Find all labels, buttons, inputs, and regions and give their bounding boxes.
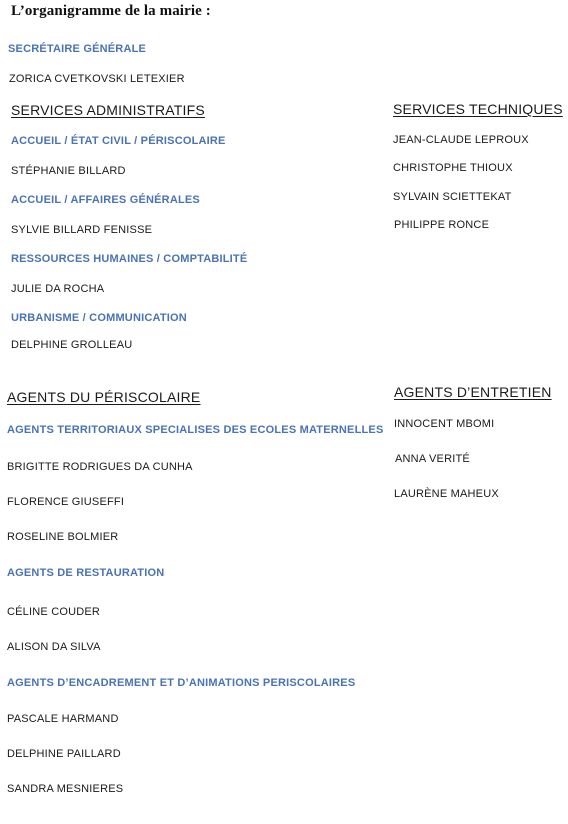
admin-name-urbanisme: DELPHINE GROLLEAU xyxy=(11,339,133,351)
technique-name: JEAN-CLAUDE LEPROUX xyxy=(393,134,529,146)
admin-name-accueil-affaires: SYLVIE BILLARD FENISSE xyxy=(11,224,153,236)
periscolaire-role-atsem: AGENTS TERRITORIAUX SPECIALISES DES ECOLES MATERNELLES xyxy=(7,424,384,436)
admin-role-ressources-humaines: RESSOURCES HUMAINES / COMPTABILITÉ xyxy=(11,253,248,265)
periscolaire-name: ALISON DA SILVA xyxy=(7,641,101,653)
periscolaire-name: ROSELINE BOLMIER xyxy=(7,531,119,543)
admin-role-accueil-etat-civil: ACCUEIL / ÉTAT CIVIL / PÉRISCOLAIRE xyxy=(11,135,226,147)
entretien-name: ANNA VERITÉ xyxy=(395,453,470,465)
entretien-name: LAURÈNE MAHEUX xyxy=(394,488,499,500)
services-techniques-heading: SERVICES TECHNIQUES xyxy=(393,101,563,117)
admin-role-accueil-affaires: ACCUEIL / AFFAIRES GÉNÉRALES xyxy=(11,194,200,206)
periscolaire-name: DELPHINE PAILLARD xyxy=(7,748,121,760)
agents-entretien-heading: AGENTS D’ENTRETIEN xyxy=(394,384,552,400)
secretaire-role: SECRÉTAIRE GÉNÉRALE xyxy=(8,43,147,55)
periscolaire-name: BRIGITTE RODRIGUES DA CUNHA xyxy=(7,461,193,473)
periscolaire-name: CÉLINE COUDER xyxy=(7,606,101,618)
admin-name-accueil-etat-civil: STÉPHANIE BILLARD xyxy=(11,165,126,177)
technique-name: SYLVAIN SCIETTEKAT xyxy=(393,191,512,203)
page-title: L’organigramme de la mairie : xyxy=(11,3,211,19)
services-administratifs-heading: SERVICES ADMINISTRATIFS xyxy=(11,102,205,118)
technique-name: CHRISTOPHE THIOUX xyxy=(393,162,513,174)
admin-name-ressources-humaines: JULIE DA ROCHA xyxy=(11,283,105,295)
secretaire-name: ZORICA CVETKOVSKI LETEXIER xyxy=(9,73,185,85)
periscolaire-role-restauration: AGENTS DE RESTAURATION xyxy=(7,567,165,579)
periscolaire-name: PASCALE HARMAND xyxy=(7,713,119,725)
periscolaire-role-encadrement: AGENTS D’ENCADREMENT ET D’ANIMATIONS PERISCOLAIRES xyxy=(7,677,356,689)
admin-role-urbanisme: URBANISME / COMMUNICATION xyxy=(11,312,187,324)
entretien-name: INNOCENT MBOMI xyxy=(394,418,495,430)
agents-periscolaire-heading: AGENTS DU PÉRISCOLAIRE xyxy=(7,389,201,405)
technique-name: PHILIPPE RONCE xyxy=(394,219,490,231)
periscolaire-name: FLORENCE GIUSEFFI xyxy=(7,496,125,508)
periscolaire-name: SANDRA MESNIERES xyxy=(7,783,124,795)
